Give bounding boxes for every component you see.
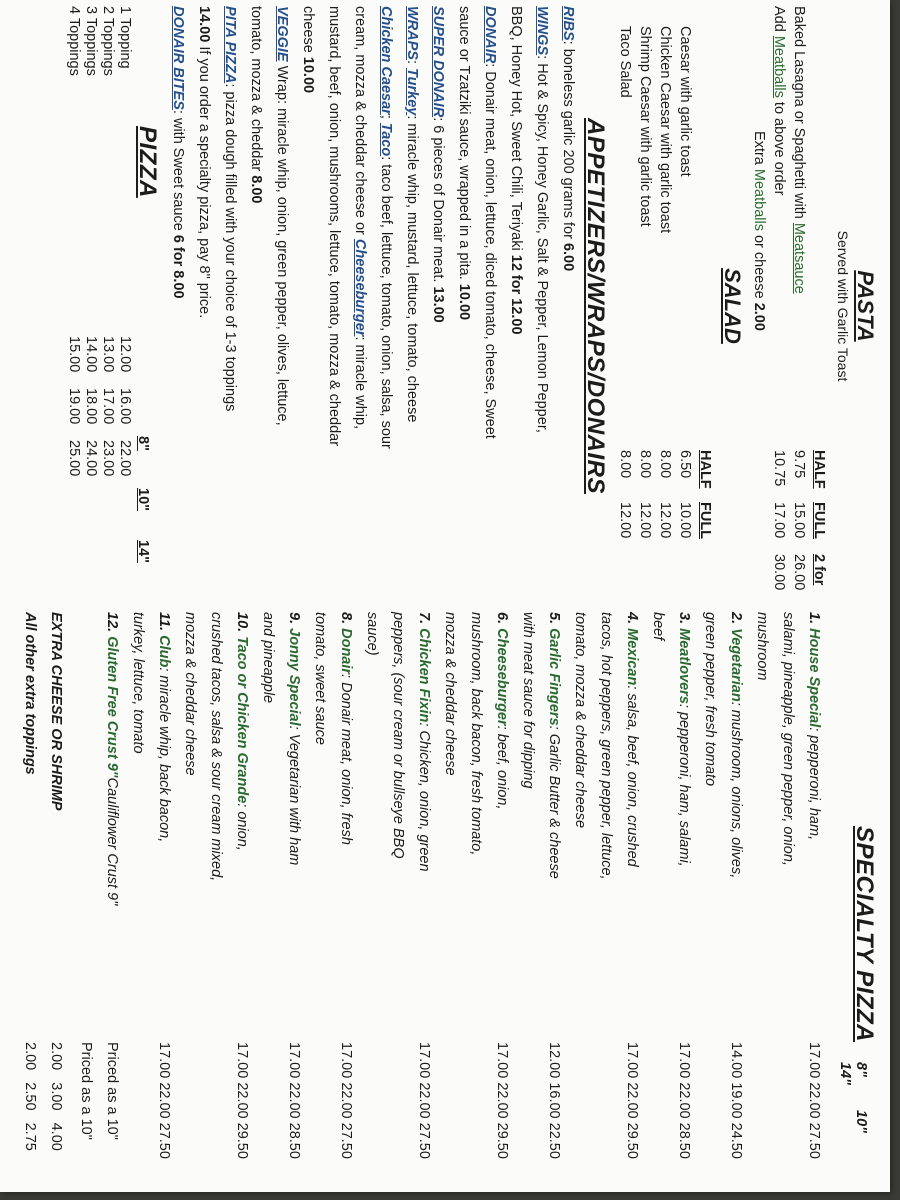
specialty-size-14: 14"	[837, 1062, 853, 1086]
super-donair-text: : 6 pieces of Donair meat.	[430, 117, 446, 287]
specialty-item-desc: mushroom, back bacon, fresh tomato,	[468, 612, 484, 856]
donair-bites-item	[165, 6, 191, 606]
specialty-item-number: 10.	[234, 612, 250, 633]
wings-label: WINGS	[534, 6, 550, 56]
pasta-extra-line	[749, 6, 769, 606]
specialty-item	[73, 612, 125, 1192]
specialty-item-price	[645, 1032, 697, 1192]
pizza-row-name: 4 Toppings	[66, 6, 82, 76]
specialty-title: SPECIALTY PIZZA	[851, 826, 878, 1042]
salad-item-name: Taco Salad	[617, 26, 633, 98]
salad-item-name: Caesar with garlic toast	[677, 26, 693, 177]
specialty-item-price-text: Priced as a 10"	[104, 1042, 120, 1140]
pasta-item-link: Meatballs	[771, 35, 787, 98]
specialty-item-desc: beef	[650, 612, 666, 641]
wraps-text: : taco beef, lettuce, tomato, onion, salsa, sour	[378, 156, 394, 449]
specialty-item	[255, 612, 307, 1192]
specialty-item-price	[177, 1032, 255, 1192]
pita-label: PITA PIZZA	[222, 6, 238, 84]
wraps-text: cheese	[300, 6, 316, 57]
donair-price: 10.00	[456, 283, 472, 321]
pizza-size-8: 8"	[135, 436, 151, 451]
pizza-row-price: 12.00	[117, 336, 133, 373]
specialty-item-text	[645, 612, 697, 1032]
pizza-row-name: 3 Toppings	[83, 6, 99, 76]
specialty-item-desc: : beef, onion,	[494, 725, 510, 810]
pizza-row	[82, 6, 99, 492]
specialty-item-name: Jonny Special	[286, 628, 302, 726]
pizza-row-price: 23.00	[100, 440, 116, 477]
specialty-item-name: Cheeseburger	[494, 628, 510, 726]
specialty-item-desc: with meat sauce for dipping	[520, 612, 536, 789]
salad-item-price: 10.00	[677, 502, 693, 539]
specialty-item-price	[515, 1032, 567, 1192]
pizza-row-price: 19.00	[66, 388, 82, 425]
pasta-header-2for: 2 for	[811, 554, 827, 586]
specialty-item-number: 7.	[416, 612, 432, 625]
specialty-item-text	[307, 612, 359, 1032]
salad-header-row	[695, 6, 715, 606]
specialty-item-text	[359, 612, 437, 1032]
salad-item	[675, 6, 695, 606]
extra-cheese-price: 2.00 3.00 4.00	[48, 1042, 64, 1151]
specialty-item-number: 1.	[806, 612, 822, 625]
wraps-label: WRAPS	[404, 6, 420, 60]
pizza-row-price: 18.00	[83, 388, 99, 425]
specialty-item	[359, 612, 437, 1192]
salad-item-price: 6.50	[677, 450, 693, 479]
specialty-item-desc: peppers, (sour cream or bullseye BBQ	[390, 612, 406, 859]
salad-item-name: Shrimp Caesar with garlic toast	[637, 26, 653, 227]
pizza-title: PIZZA	[134, 126, 161, 198]
pizza-row-price: 24.00	[83, 440, 99, 477]
wings-item	[503, 6, 555, 606]
pasta-item-price: 17.00	[771, 502, 787, 539]
wings-price: 12 for 12.00	[508, 254, 524, 335]
specialty-item	[177, 612, 255, 1192]
ribs-item	[555, 6, 581, 606]
specialty-item-desc: : pepperoni, ham, salami,	[676, 703, 692, 867]
wraps-text: mustard, beef, onion, mushrooms, lettuce, tomato, mozza & cheddar	[326, 6, 342, 447]
extra-toppings-label: All other extra toppings	[22, 612, 38, 775]
specialty-item	[437, 612, 515, 1192]
donair-bites-text: : with Sweet sauce	[170, 109, 186, 235]
specialty-size-10: 10"	[853, 1110, 869, 1134]
right-column	[17, 612, 878, 1192]
pizza-row-price: 16.00	[117, 388, 133, 425]
pizza-row-price: 17.00	[100, 388, 116, 425]
specialty-item-desc: : onion,	[234, 803, 250, 851]
donair-item	[451, 6, 503, 606]
specialty-item-number: 12.	[104, 612, 120, 633]
specialty-item-text	[177, 612, 255, 1032]
specialty-item-desc: : pepperoni, ham,	[806, 727, 822, 841]
wings-text: BBQ, Honey Hot, Sweet Chili, Teriyaki	[508, 6, 524, 255]
pasta-item-price: 30.00	[771, 554, 787, 591]
donair-bites-label: DONAIR BITES	[170, 6, 186, 110]
appetizers-title: APPETIZERS/WRAPS/DONAIRS	[582, 117, 609, 495]
specialty-item-price	[255, 1032, 307, 1192]
specialty-item-desc: : miracle whip, back bacon,	[156, 667, 172, 843]
ribs-label: RIBS	[560, 6, 576, 41]
specialty-item-number: 9.	[286, 612, 302, 625]
specialty-item-desc: mozza & cheddar cheese	[442, 612, 458, 776]
specialty-item-price-text: 17.00 22.00 27.50	[416, 1042, 432, 1159]
specialty-item	[749, 612, 827, 1192]
specialty-item-name: Garlic Fingers	[546, 628, 562, 726]
pasta-subtitle: Served with Garlic Toast	[835, 230, 851, 382]
specialty-item-desc: green pepper, fresh tomato	[702, 612, 718, 787]
donair-text: sauce or Tzatziki sauce, wrapped in a pita.	[456, 6, 472, 284]
specialty-item	[697, 612, 749, 1192]
specialty-item-price-text: 17.00 22.00 29.50	[494, 1042, 510, 1159]
pita-price: 14.00	[196, 6, 212, 43]
pizza-row-price: 14.00	[83, 336, 99, 373]
specialty-item-number: 2.	[728, 612, 744, 625]
wings-text: : Hot & Spicy, Honey Garlic, Salt & Pepper, Lemon Pepper,	[534, 55, 550, 433]
specialty-item-desc: : salsa, beef, onion, crushed	[624, 685, 640, 867]
specialty-item-price-text: Priced as a 10"	[78, 1042, 94, 1140]
specialty-item-price-text: 17.00 22.00 29.50	[234, 1042, 250, 1159]
extra-toppings-price: 2.00 2.50 2.75	[22, 1042, 38, 1151]
specialty-item-desc: Cauliflower Crust 9"	[104, 777, 120, 906]
super-donair-label: SUPER DONAIR	[430, 6, 446, 118]
specialty-item-name: Club	[156, 635, 172, 668]
pasta-item-link: Meatsauce	[791, 222, 807, 294]
specialty-item-name: Meatlovers	[676, 628, 692, 704]
veggie-text: tomato, mozza & cheddar	[248, 6, 264, 176]
super-donair-price: 13.00	[430, 286, 446, 323]
pasta-item-price: 9.75	[791, 450, 807, 479]
wraps-text: : miracle whip, mustard, lettuce, tomato, cheese	[404, 115, 420, 423]
wraps-taco-label: Taco	[378, 122, 394, 157]
specialty-item-text	[515, 612, 567, 1032]
pizza-row-price: 25.00	[66, 440, 82, 477]
pasta-item-price: 26.00	[791, 554, 807, 591]
pasta-header-row	[809, 6, 829, 606]
specialty-item-price-text: 14.00 19.00 24.50	[728, 1042, 744, 1159]
pasta-item	[789, 6, 809, 606]
pizza-row	[99, 6, 116, 492]
pasta-extra-link: Meatballs	[751, 168, 767, 231]
salad-item-price: 8.00	[617, 450, 633, 479]
specialty-item-desc: : Donair meat, onion, fresh	[338, 674, 354, 845]
specialty-item-desc: tomato, sweet sauce	[312, 612, 328, 745]
salad-item-name: Chicken Caesar with garlic toast	[657, 26, 673, 234]
pasta-extra-label: Extra	[751, 131, 767, 169]
specialty-item-text	[437, 612, 515, 1032]
specialty-item-number: 5.	[546, 612, 562, 625]
wraps-price: 10.00	[300, 56, 316, 94]
pizza-row	[116, 6, 133, 492]
donair-label: DONAIR	[482, 6, 498, 64]
salad-item-price: 12.00	[657, 502, 673, 539]
salad-item	[655, 6, 675, 606]
specialty-item-price-text: 17.00 22.00 27.50	[338, 1042, 354, 1159]
specialty-item-number: 8.	[338, 612, 354, 625]
specialty-item-text	[255, 612, 307, 1032]
pita-text: If you order a specialty pizza, pay 8" price.	[196, 42, 212, 319]
specialty-item-text	[125, 612, 177, 1032]
specialty-item-price	[307, 1032, 359, 1192]
salad-item	[635, 6, 655, 606]
salad-title: SALAD	[720, 268, 745, 344]
pasta-extra-label: or cheese	[751, 230, 767, 303]
specialty-item-name: Donair	[338, 628, 354, 675]
veggie-label: VEGGIE	[274, 6, 290, 62]
specialty-item-price-text: 17.00 22.00 28.50	[286, 1042, 302, 1159]
wraps-text: cream, mozza & cheddar cheese or	[352, 6, 368, 239]
pizza-row-price: 13.00	[100, 336, 116, 373]
specialty-item-name: Taco or Chicken Grande	[234, 636, 250, 804]
specialty-item-desc: tomato, mozza & cheddar cheese	[572, 612, 588, 829]
extra-toppings-row	[17, 612, 43, 1192]
salad-item	[615, 6, 635, 606]
specialty-item-desc: tacos, hot peppers, green pepper, lettuce,	[598, 612, 614, 880]
pizza-size-14: 14"	[135, 540, 151, 564]
specialty-item-desc: salami, pineapple, green pepper, onion,	[780, 612, 796, 866]
pita-text: : pizza dough filled with your choice of 1-3 toppings	[222, 83, 238, 412]
pizza-row	[65, 6, 82, 492]
salad-item-price: 12.00	[637, 502, 653, 539]
specialty-item-desc: mozza & cheddar cheese	[182, 612, 198, 776]
pizza-size-header	[133, 436, 153, 606]
pasta-item-price: 15.00	[791, 502, 807, 539]
specialty-item-desc: mushroom	[754, 612, 770, 681]
specialty-item-price-text: 12.00 16.00 22.50	[546, 1042, 562, 1159]
pizza-size-10: 10"	[135, 488, 151, 512]
salad-item-price: 8.00	[657, 450, 673, 479]
left-column	[65, 6, 878, 606]
specialty-item-text	[567, 612, 645, 1032]
veggie-text: Wrap: miracle whip, onion, green pepper, olives, lettuce,	[274, 61, 290, 426]
super-donair-item	[425, 6, 451, 606]
specialty-item-price	[125, 1032, 177, 1192]
specialty-item-name: Mexican	[624, 628, 640, 686]
specialty-item-desc: sauce)	[364, 612, 380, 656]
pasta-header-half: HALF	[811, 450, 827, 489]
specialty-item-name: Chicken Fixin	[416, 628, 432, 723]
specialty-item-price	[567, 1032, 645, 1192]
specialty-item-price-text: 17.00 22.00 29.50	[624, 1042, 640, 1159]
specialty-item	[567, 612, 645, 1192]
pizza-row-price: 15.00	[66, 336, 82, 373]
specialty-item-price	[697, 1032, 749, 1192]
wraps-cheeseburger-label: Cheeseburger	[352, 238, 368, 337]
salad-header-half: HALF	[697, 450, 713, 489]
specialty-item-number: 6.	[494, 612, 510, 625]
pasta-item-label: to above order	[771, 97, 787, 196]
pizza-row-name: 1 Topping	[117, 6, 133, 69]
ribs-price: 6.00	[560, 242, 576, 272]
donair-text: : Donair meat, onion, lettuce, diced tomato, cheese, Sweet	[482, 63, 498, 439]
specialty-item-desc: : Chicken, onion, green	[416, 722, 432, 872]
specialty-item-text	[697, 612, 749, 1032]
wraps-item: WRAPS: Turkey: miracle whip, mustard, lettuce, tomato, cheese Chicken Caesar; Taco: taco beef, lettuce, tomato, onion, salsa, sour cream, mozza & cheddar cheese or Cheeseburger: miracle whip, mustard, beef, onion, mushrooms, lettuce, tomato, mozza & cheddar cheese 10.00	[300, 6, 420, 449]
wraps-chicken-label: Chicken Caesar	[378, 6, 394, 115]
pasta-item	[769, 6, 789, 606]
specialty-item-text	[73, 612, 125, 1032]
salad-header-full: FULL	[697, 502, 713, 540]
pasta-item-label: Baked Lasagna or Spaghetti with	[791, 6, 807, 223]
specialty-item	[645, 612, 697, 1192]
specialty-item-price	[437, 1032, 515, 1192]
specialty-item-price	[73, 1032, 125, 1192]
specialty-item-number: 11.	[156, 612, 172, 632]
specialty-item-name: House Special	[806, 628, 822, 728]
specialty-item-name: Vegetarian	[728, 628, 744, 702]
specialty-item-desc: and pineapple	[260, 612, 276, 704]
specialty-item-desc: turkey, lettuce, tomato	[130, 612, 146, 754]
specialty-item-desc: : Garlic Butter & cheese	[546, 725, 562, 879]
specialty-item-desc: crushed tacos, salsa & sour cream mixed,	[208, 612, 224, 882]
specialty-item-number: 4.	[624, 612, 640, 625]
wraps-turkey-label: Turkey	[404, 68, 420, 116]
specialty-item-text	[749, 612, 827, 1032]
specialty-item-name: Gluten Free Crust 9"	[104, 636, 120, 778]
specialty-size-8: 8"	[853, 1062, 869, 1077]
veggie-item	[243, 6, 295, 606]
pasta-header-full: FULL	[811, 502, 827, 540]
specialty-item-desc: : Vegetarian with ham	[286, 725, 302, 866]
pizza-row-name: 2 Toppings	[100, 6, 116, 76]
specialty-item-price-text: 17.00 22.00 27.50	[806, 1042, 822, 1159]
specialty-item-desc: : mushroom, onions, olives,	[728, 701, 744, 879]
specialty-item-price-text: 17.00 22.00 28.50	[676, 1042, 692, 1159]
specialty-item	[515, 612, 567, 1192]
specialty-item-price	[749, 1032, 827, 1192]
specialty-item	[125, 612, 177, 1192]
specialty-header	[837, 612, 878, 1192]
salad-item-price: 8.00	[637, 450, 653, 479]
extra-cheese-label: EXTRA CHEESE OR SHRIMP	[48, 612, 64, 811]
pasta-item-price: 10.75	[771, 450, 787, 487]
donair-bites-price: 6 for 8.00	[170, 234, 186, 299]
specialty-item	[307, 612, 359, 1192]
pasta-extra-price: 2.00	[751, 302, 767, 331]
extra-cheese-row	[43, 612, 69, 1192]
salad-item-price: 12.00	[617, 502, 633, 539]
specialty-item-number: 3.	[676, 612, 692, 625]
wraps-text: : miracle whip,	[352, 336, 368, 430]
specialty-item-price-text: 17.00 22.00 27.50	[156, 1042, 172, 1159]
ribs-text: : boneless garlic 200 grams for	[560, 40, 576, 243]
pasta-item-label: Add	[771, 6, 787, 36]
pizza-row-price: 22.00	[117, 440, 133, 477]
specialty-item-price	[359, 1032, 437, 1192]
pasta-title: PASTA	[853, 270, 878, 342]
pita-item	[191, 6, 243, 606]
veggie-price: 8.00	[248, 175, 264, 204]
